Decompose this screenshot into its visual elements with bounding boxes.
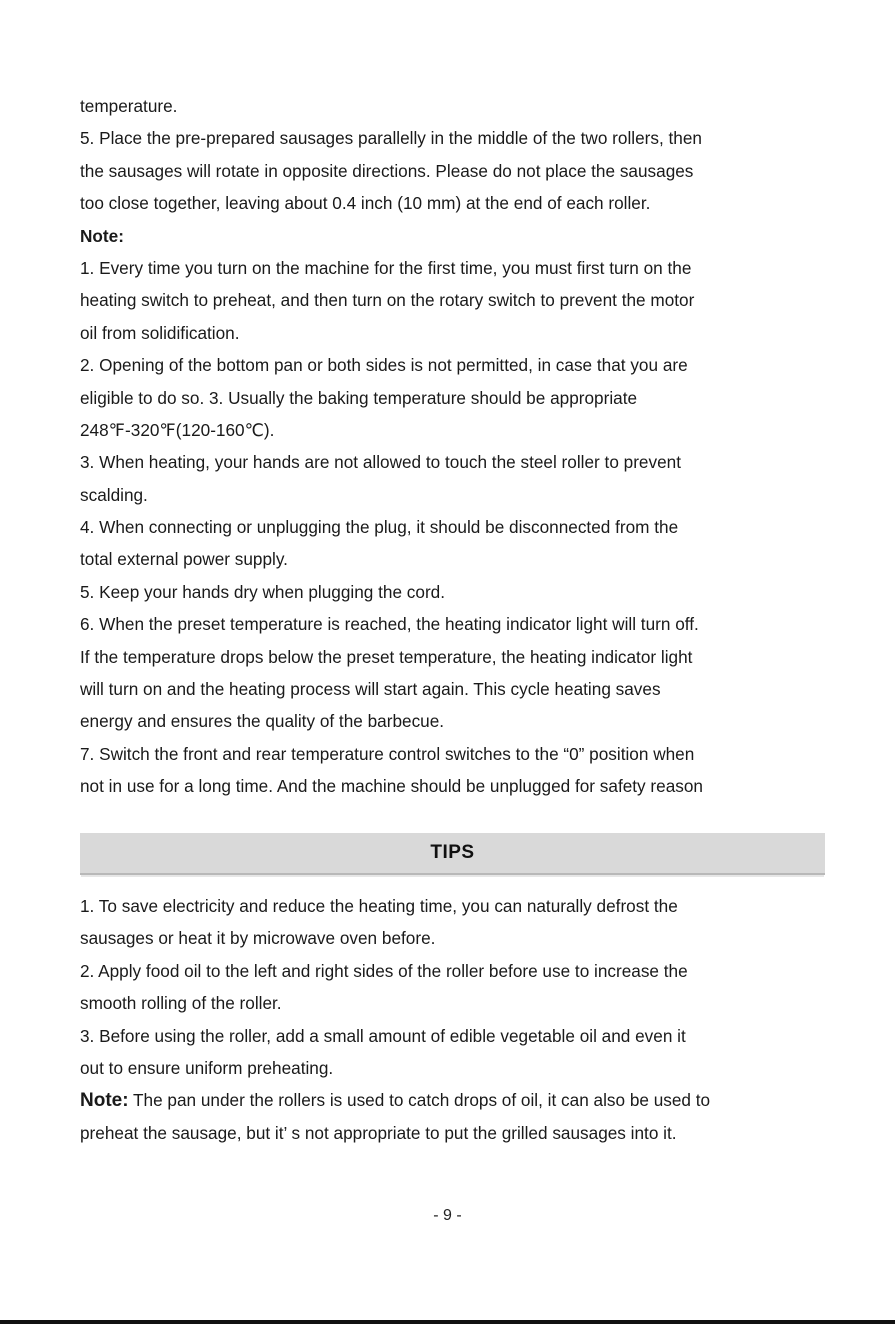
body-line: oil from solidification. bbox=[80, 322, 240, 343]
bottom-edge-rule bbox=[0, 1320, 895, 1324]
tip-line: 1. To save electricity and reduce the heating time, you can naturally defrost the bbox=[80, 896, 678, 916]
body-line: energy and ensures the quality of the barbecue. bbox=[80, 711, 445, 732]
body-line: 5. Place the pre-prepared sausages parallelly in the middle of the two rollers, then bbox=[80, 128, 702, 149]
body-line: the sausages will rotate in opposite directions. Please do not place the sausages bbox=[80, 160, 694, 181]
body-line: 4. When connecting or unplugging the plug, it should be disconnected from the bbox=[80, 517, 679, 538]
body-line: 3. When heating, your hands are not allowed to touch the steel roller to prevent bbox=[80, 452, 681, 473]
body-line: eligible to do so. 3. Usually the baking temperature should be appropriate bbox=[80, 387, 638, 408]
tip-line: sausages or heat it by microwave oven before. bbox=[80, 928, 436, 949]
body-line: temperature. bbox=[80, 96, 178, 116]
body-line: 7. Switch the front and rear temperature control switches to the “0” position when bbox=[80, 743, 695, 764]
body-line: 248℉-320℉(120-160℃). bbox=[80, 419, 275, 440]
tip-line: smooth rolling of the roller. bbox=[80, 993, 282, 1014]
body-line: 5. Keep your hands dry when plugging the cord. bbox=[80, 581, 445, 602]
body-line: If the temperature drops below the preset temperature, the heating indicator light bbox=[80, 646, 693, 667]
body-line: not in use for a long time. And the machine should be unplugged for safety reason bbox=[80, 776, 703, 797]
body-line: 2. Opening of the bottom pan or both sides is not permitted, in case that you are bbox=[80, 355, 688, 376]
tips-note-label: Note: bbox=[80, 1090, 129, 1112]
tips-list bbox=[80, 890, 830, 1149]
body-line: will turn on and the heating process will start again. This cycle heating saves bbox=[80, 679, 661, 700]
tip-line: 2. Apply food oil to the left and right sides of the roller before use to increase the bbox=[80, 960, 688, 981]
tip-line: 3. Before using the roller, add a small amount of edible vegetable oil and even it bbox=[80, 1025, 686, 1046]
tips-note-line bbox=[80, 1084, 830, 1116]
body-line: total external power supply. bbox=[80, 549, 288, 570]
body-line: scalding. bbox=[80, 484, 148, 505]
body-line: 6. When the preset temperature is reached, the heating indicator light will turn off. bbox=[80, 614, 699, 635]
note-heading: Note: bbox=[80, 225, 124, 246]
tips-note-text: The pan under the rollers is used to catch drops of oil, it can also be used to bbox=[128, 1090, 711, 1111]
tips-section-header bbox=[80, 833, 825, 875]
tips-title: TIPS bbox=[430, 842, 475, 863]
body-line: heating switch to preheat, and then turn on the rotary switch to prevent the motor bbox=[80, 290, 695, 311]
tip-line: out to ensure uniform preheating. bbox=[80, 1057, 334, 1078]
tips-note-line: preheat the sausage, but it’ s not appropriate to put the grilled sausages into it. bbox=[80, 1122, 677, 1143]
body-line: 1. Every time you turn on the machine for the first time, you must first turn on the bbox=[80, 257, 692, 278]
body-line: too close together, leaving about 0.4 inch (10 mm) at the end of each roller. bbox=[80, 193, 651, 214]
instruction-body bbox=[80, 90, 830, 803]
page-number: - 9 - bbox=[433, 1207, 462, 1224]
